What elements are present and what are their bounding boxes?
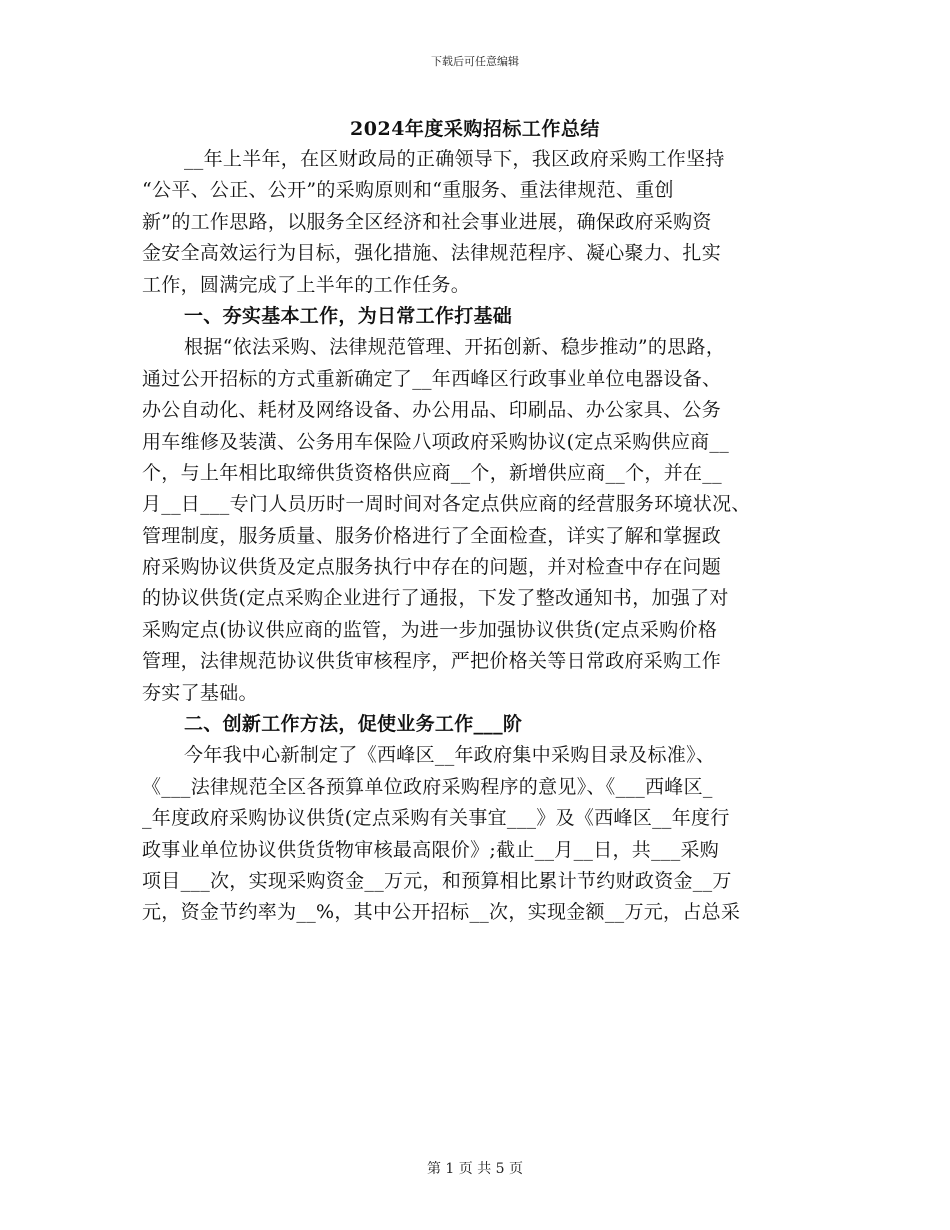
paragraph-line: 工作，圆满完成了上半年的工作任务。 (142, 273, 471, 296)
paragraph-line: 新”的工作思路，以服务全区经济和社会事业进展，确保政府采购资 (142, 210, 712, 233)
paragraph-line: __年上半年，在区财政局的正确领导下，我区政府采购工作坚持 (184, 148, 725, 170)
paragraph-line: “公平、公正、公开”的采购原则和“重服务、重法律规范、重创 (142, 179, 674, 202)
document-body (142, 144, 812, 929)
page-footer: 第 1 页 共 5 页 (426, 1161, 524, 1177)
paragraph-line: 夯实了基础。 (142, 681, 258, 704)
paragraph-line: 个，与上年相比取缔供货资格供应商__个，新增供应商__个，并在__ (142, 461, 722, 484)
page-header-note: 下载后可任意编辑 (431, 55, 519, 68)
paragraph-line: 用车维修及装潢、公务用车保险八项政府采购协议(定点采购供应商__ (142, 430, 730, 453)
paragraph-line: 管理制度，服务质量、服务价格进行了全面检查，详实了解和掌握政 (142, 524, 722, 547)
paragraph-line: 金安全高效运行为目标，强化措施、法律规范程序、凝心聚力、扎实 (142, 242, 722, 265)
paragraph-line: 月__日___专门人员历时一周时间对各定点供应商的经营服务环境状况、 (142, 493, 751, 516)
paragraph-line: _年度政府采购协议供货(定点采购有关事宜___》及《西峰区__年度行 (142, 807, 730, 830)
paragraph-line: 管理，法律规范协议供货审核程序，严把价格关等日常政府采购工作 (142, 650, 722, 673)
paragraph-line: 通过公开招标的方式重新确定了__年西峰区行政事业单位电器设备、 (142, 367, 722, 390)
paragraph-line: 元，资金节约率为__%，其中公开招标__次，实现金额__万元，占总采 (142, 901, 741, 924)
paragraph-line: 项目___次，实现采购资金__万元，和预算相比累计节约财政资金__万 (142, 869, 732, 892)
paragraph-line: 的协议供货(定点采购企业进行了通报，下发了整改通知书，加强了对 (142, 587, 729, 610)
paragraph-line: 办公自动化、耗材及网络设备、办公用品、印刷品、办公家具、公务 (142, 399, 722, 422)
section-heading: 二、创新工作方法，促使业务工作___阶 (184, 713, 523, 736)
paragraph-line: 今年我中心新制定了《西峰区__年政府集中采购目录及标准》、 (184, 744, 716, 767)
paragraph-line: 采购定点(协议供应商的监管，为进一步加强协议供货(定点采购价格 (142, 618, 718, 641)
document-title: 2024年度采购招标工作总结 (350, 118, 600, 140)
paragraph-line: 府采购协议供货及定点服务执行中存在的问题，并对检查中存在问题 (142, 556, 722, 579)
paragraph-line: 政事业单位协议供货货物审核最高限价》;截止__月__日，共___采购 (142, 838, 720, 861)
paragraph-line: 根据“依法采购、法律规范管理、开拓创新、稳步推动”的思路， (184, 336, 726, 359)
paragraph-line: 《___法律规范全区各预算单位政府采购程序的意见》、《___西峰区_ (142, 775, 713, 798)
section-heading: 一、夯实基本工作，为日常工作打基础 (184, 304, 513, 327)
